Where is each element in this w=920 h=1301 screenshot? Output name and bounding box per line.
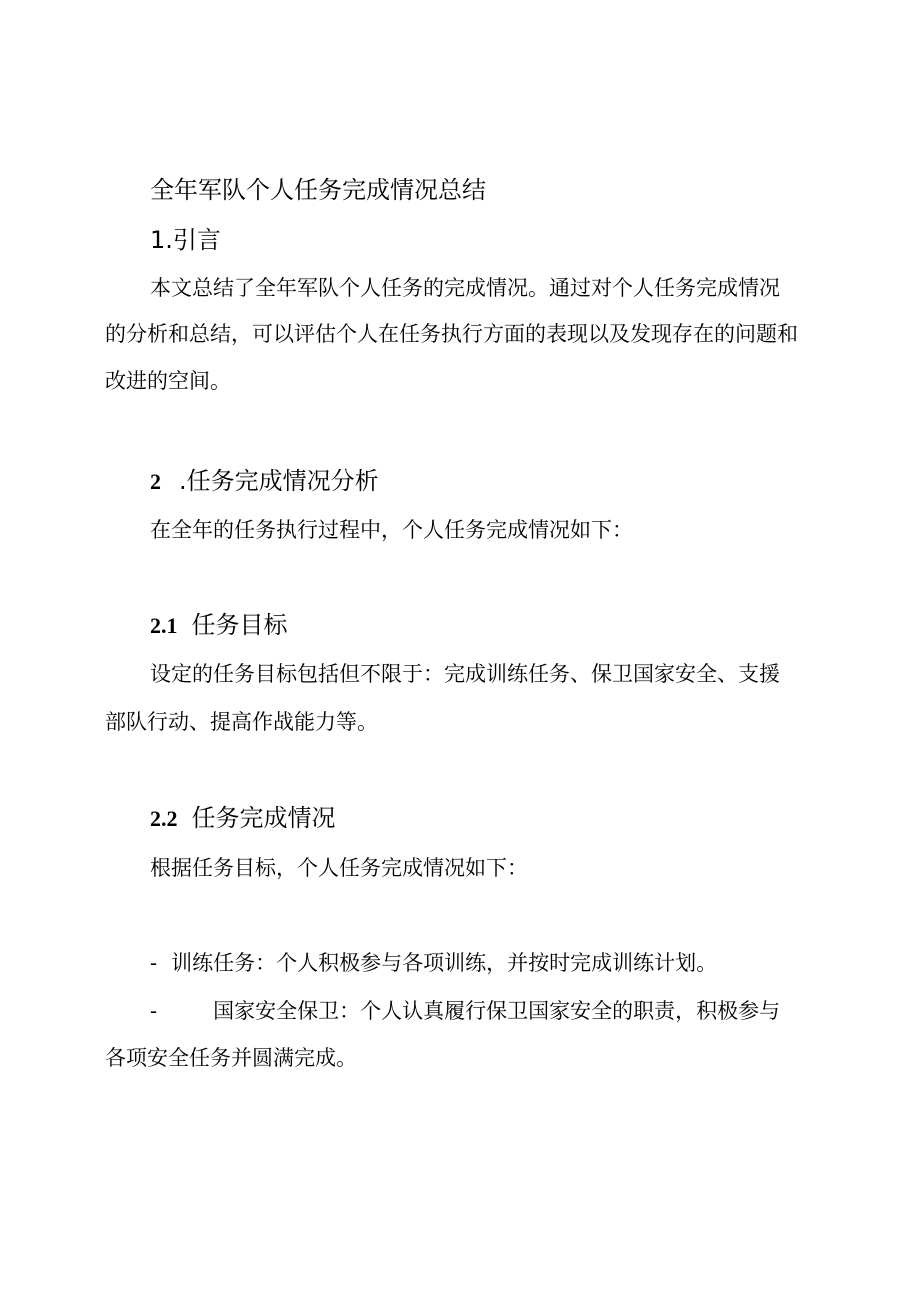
section-2-heading-number: 2 [150,469,161,494]
list-item-1 [150,948,717,978]
section-2-heading [150,466,379,497]
document-title: 全年军队个人任务完成情况总结 [150,176,486,204]
section-2-heading-text: .任务完成情况分析 [179,467,379,495]
list-item-2-bullet: - [150,999,158,1023]
list-item-2-text-line-1: 国家安全保卫：个人认真履行保卫国家安全的职责，积极参与 [213,999,781,1023]
section-1-heading: 1.引言 [150,226,221,254]
section-2-1-heading-number: 2.1 [150,613,178,638]
section-2-2-heading-number: 2.2 [150,806,178,831]
list-item-2-line-1 [150,996,780,1026]
section-2-1-paragraph-line-1: 设定的任务目标包括但不限于：完成训练任务、保卫国家安全、支援 [150,662,780,686]
section-1-paragraph-line-2: 的分析和总结，可以评估个人在任务执行方面的表现以及发现存在的问题和 [105,322,798,346]
section-2-2-heading-text: 任务完成情况 [191,804,336,832]
section-2-2-heading [150,803,336,834]
section-2-1-heading [150,610,288,641]
section-2-1-paragraph-line-2: 部队行动、提高作战能力等。 [105,710,378,734]
list-item-1-bullet: - [150,951,158,975]
section-2-2-paragraph: 根据任务目标，个人任务完成情况如下： [150,856,528,880]
list-item-2-line-2: 各项安全任务并圆满完成。 [105,1046,357,1070]
section-1-paragraph-line-1: 本文总结了全年军队个人任务的完成情况。通过对个人任务完成情况 [150,276,780,300]
section-1-paragraph-line-3: 改进的空间。 [105,369,231,393]
list-item-1-text: 训练任务：个人积极参与各项训练，并按时完成训练计划。 [171,951,718,975]
section-2-1-heading-text: 任务目标 [191,611,288,639]
section-2-paragraph: 在全年的任务执行过程中，个人任务完成情况如下： [150,518,633,542]
